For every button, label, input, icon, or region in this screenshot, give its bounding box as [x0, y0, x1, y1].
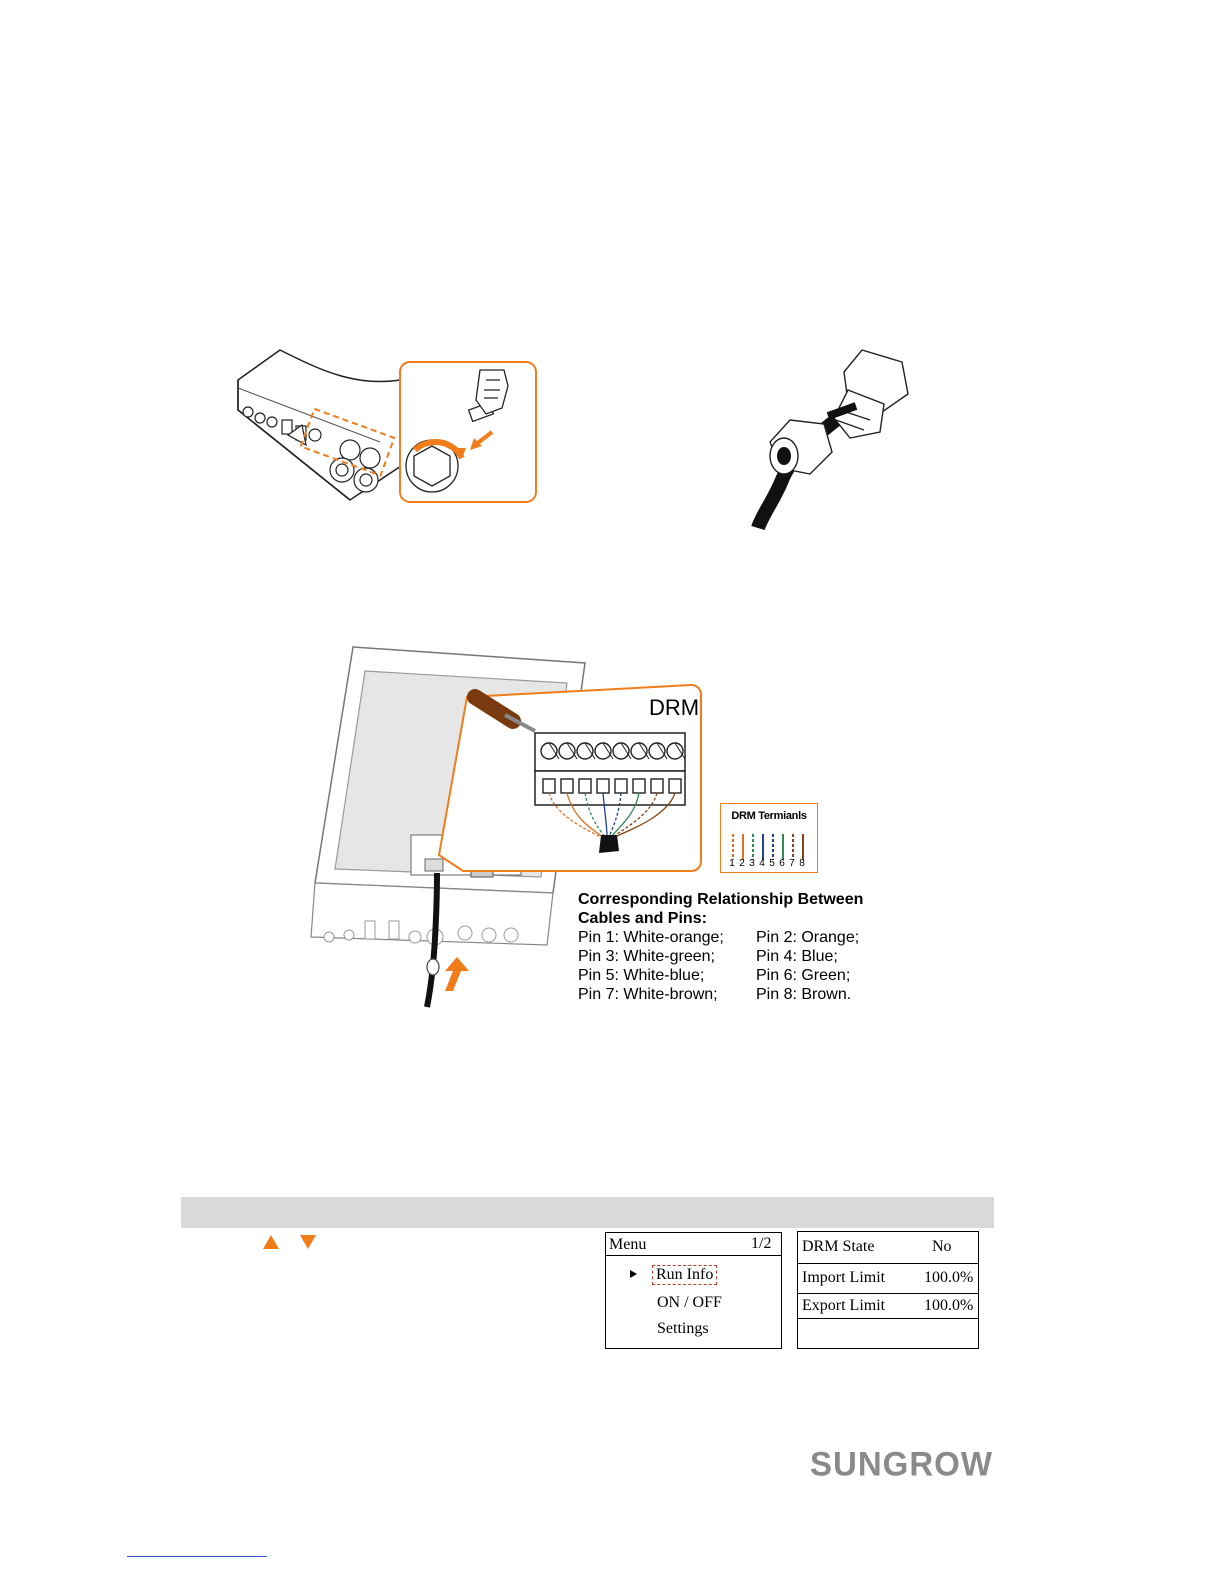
menu-title: Menu: [609, 1236, 647, 1253]
menu-item-on-off[interactable]: ON / OFF: [657, 1294, 722, 1311]
lcd-drm-screen: [797, 1231, 979, 1349]
menu-item-run-info[interactable]: Run Info: [652, 1265, 717, 1285]
pin-row: [578, 928, 863, 947]
drm-terminals-legend: [720, 803, 818, 873]
inverter-gland-removal-illustration: [230, 350, 550, 510]
import-limit-value: 100.0%: [924, 1269, 974, 1286]
table-header-bar: [181, 1197, 994, 1228]
legend-pin-number: 3: [749, 858, 755, 869]
drm-row-divider: [798, 1318, 978, 1319]
legend-pin-number: 5: [769, 858, 775, 869]
legend-pin-number: 8: [799, 858, 805, 869]
drm-state-value: No: [932, 1238, 952, 1255]
pin-row: [578, 966, 863, 985]
pin-left: Pin 7: White-brown;: [578, 986, 718, 1003]
pin-left: Pin 1: White-orange;: [578, 929, 724, 946]
legend-pin-number: 6: [779, 858, 785, 869]
drm-row-divider: [798, 1263, 978, 1264]
export-limit-label: Export Limit: [802, 1297, 886, 1314]
drm-state-label: DRM State: [802, 1238, 875, 1255]
pin-relationship-heading-2: Cables and Pins:: [578, 910, 707, 927]
pin-right: Pin 4: Blue;: [756, 948, 838, 965]
pin-right: Pin 8: Brown.: [756, 986, 852, 1003]
legend-pin-number: 2: [739, 858, 745, 869]
menu-header-divider: [606, 1255, 781, 1256]
drm-callout-title: DRM: [649, 695, 700, 720]
export-limit-value: 100.0%: [924, 1297, 974, 1314]
pin-right: Pin 6: Green;: [756, 967, 851, 984]
up-arrow-icon: [263, 1235, 279, 1249]
drm-terminals-legend-title: DRM Termianls: [731, 810, 807, 822]
legend-pin-number: 4: [759, 858, 765, 869]
pin-relationship-heading-1: Corresponding Relationship Between: [578, 891, 864, 908]
pin-left: Pin 3: White-green;: [578, 948, 715, 965]
drm-row-divider: [798, 1293, 978, 1294]
sungrow-logo: SUNGROW: [810, 1444, 993, 1483]
legend-pin-number: 1: [729, 858, 735, 869]
menu-item-settings[interactable]: Settings: [657, 1320, 709, 1337]
footer-link-underline[interactable]: [127, 1556, 267, 1557]
pin-left: Pin 5: White-blue;: [578, 967, 705, 984]
import-limit-label: Import Limit: [802, 1269, 886, 1286]
pin-right: Pin 2: Orange;: [756, 929, 860, 946]
drm-terminals-pin-numbers: [727, 858, 817, 869]
pin-row: [578, 947, 863, 966]
down-arrow-icon: [300, 1235, 316, 1249]
menu-cursor-icon: [630, 1270, 637, 1278]
legend-pin-number: 7: [789, 858, 795, 869]
pin-row: [578, 985, 863, 1004]
pin-relationship-block: [578, 890, 863, 1004]
menu-page-indicator: 1/2: [751, 1235, 772, 1252]
lcd-menu-screen: [605, 1232, 782, 1349]
cable-through-gland-illustration: [740, 350, 920, 530]
